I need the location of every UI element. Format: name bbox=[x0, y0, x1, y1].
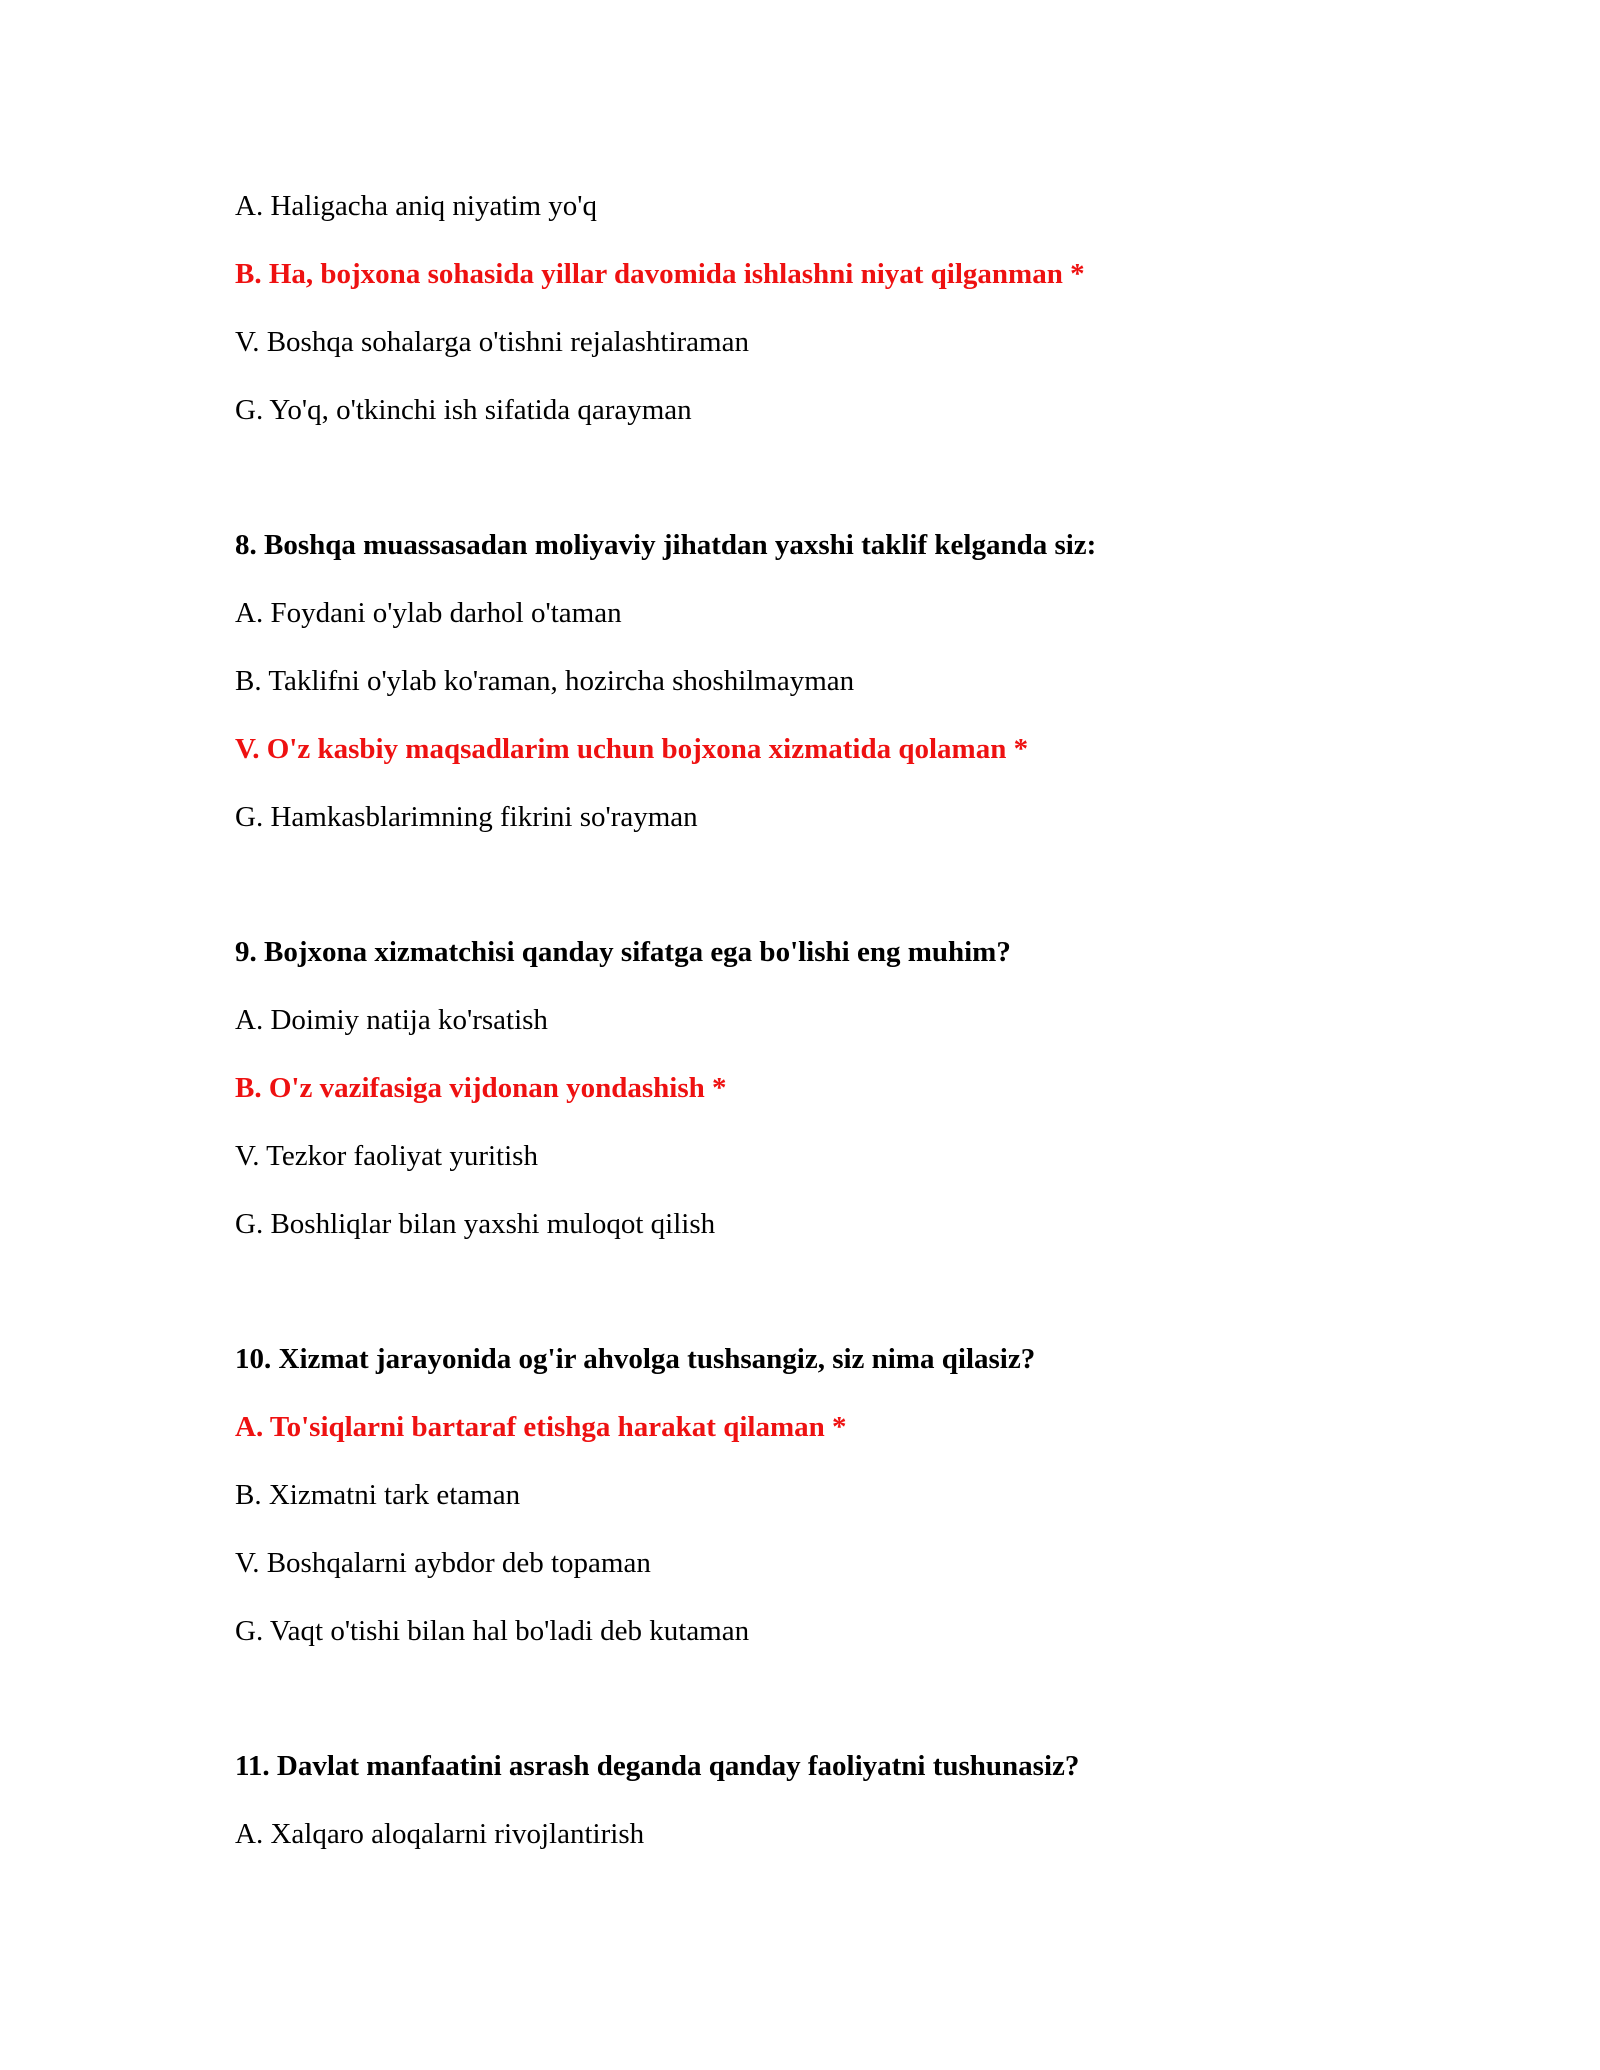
question-text: 8. Boshqa muassasadan moliyaviy jihatdan yaxshi taklif kelganda siz: bbox=[235, 529, 1097, 561]
answer-option: A. Xalqaro aloqalarni rivojlantirish bbox=[235, 1818, 645, 1850]
answer-option: B. Xizmatni tark etaman bbox=[235, 1479, 521, 1511]
question-block bbox=[235, 934, 1435, 1274]
correct-answer-option: V. O'z kasbiy maqsadlarim uchun bojxona xizmatida qolaman * bbox=[235, 733, 1029, 765]
correct-answer-option: A. To'siqlarni bartaraf etishga harakat qilaman * bbox=[235, 1411, 847, 1443]
question-block bbox=[235, 188, 1435, 460]
question-block bbox=[235, 1341, 1435, 1681]
answer-option: A. Haligacha aniq niyatim yo'q bbox=[235, 190, 597, 222]
answer-option: B. Taklifni o'ylab ko'raman, hozircha shoshilmayman bbox=[235, 665, 855, 697]
quiz-content bbox=[235, 188, 1435, 1884]
answer-option: A. Foydani o'ylab darhol o'taman bbox=[235, 597, 622, 629]
answer-option: G. Vaqt o'tishi bilan hal bo'ladi deb kutaman bbox=[235, 1615, 750, 1647]
answer-option: V. Tezkor faoliyat yuritish bbox=[235, 1140, 538, 1172]
question-text: 9. Bojxona xizmatchisi qanday sifatga ega bo'lishi eng muhim? bbox=[235, 936, 1011, 968]
question-block bbox=[235, 1748, 1435, 1884]
block-spacer bbox=[235, 460, 1435, 527]
question-text: 11. Davlat manfaatini asrash deganda qanday faoliyatni tushunasiz? bbox=[235, 1750, 1080, 1782]
block-spacer bbox=[235, 867, 1435, 934]
answer-option: V. Boshqalarni aybdor deb topaman bbox=[235, 1547, 651, 1579]
answer-option: G. Hamkasblarimning fikrini so'rayman bbox=[235, 801, 698, 833]
answer-option: G. Yo'q, o'tkinchi ish sifatida qarayman bbox=[235, 394, 692, 426]
block-spacer bbox=[235, 1274, 1435, 1341]
answer-option: G. Boshliqlar bilan yaxshi muloqot qilish bbox=[235, 1208, 716, 1240]
correct-answer-option: B. O'z vazifasiga vijdonan yondashish * bbox=[235, 1072, 727, 1104]
answer-option: V. Boshqa sohalarga o'tishni rejalashtiraman bbox=[235, 326, 749, 358]
answer-option: A. Doimiy natija ko'rsatish bbox=[235, 1004, 548, 1036]
question-block bbox=[235, 527, 1435, 867]
question-text: 10. Xizmat jarayonida og'ir ahvolga tushsangiz, siz nima qilasiz? bbox=[235, 1343, 1036, 1375]
correct-answer-option: B. Ha, bojxona sohasida yillar davomida ishlashni niyat qilganman * bbox=[235, 258, 1085, 290]
block-spacer bbox=[235, 1681, 1435, 1748]
